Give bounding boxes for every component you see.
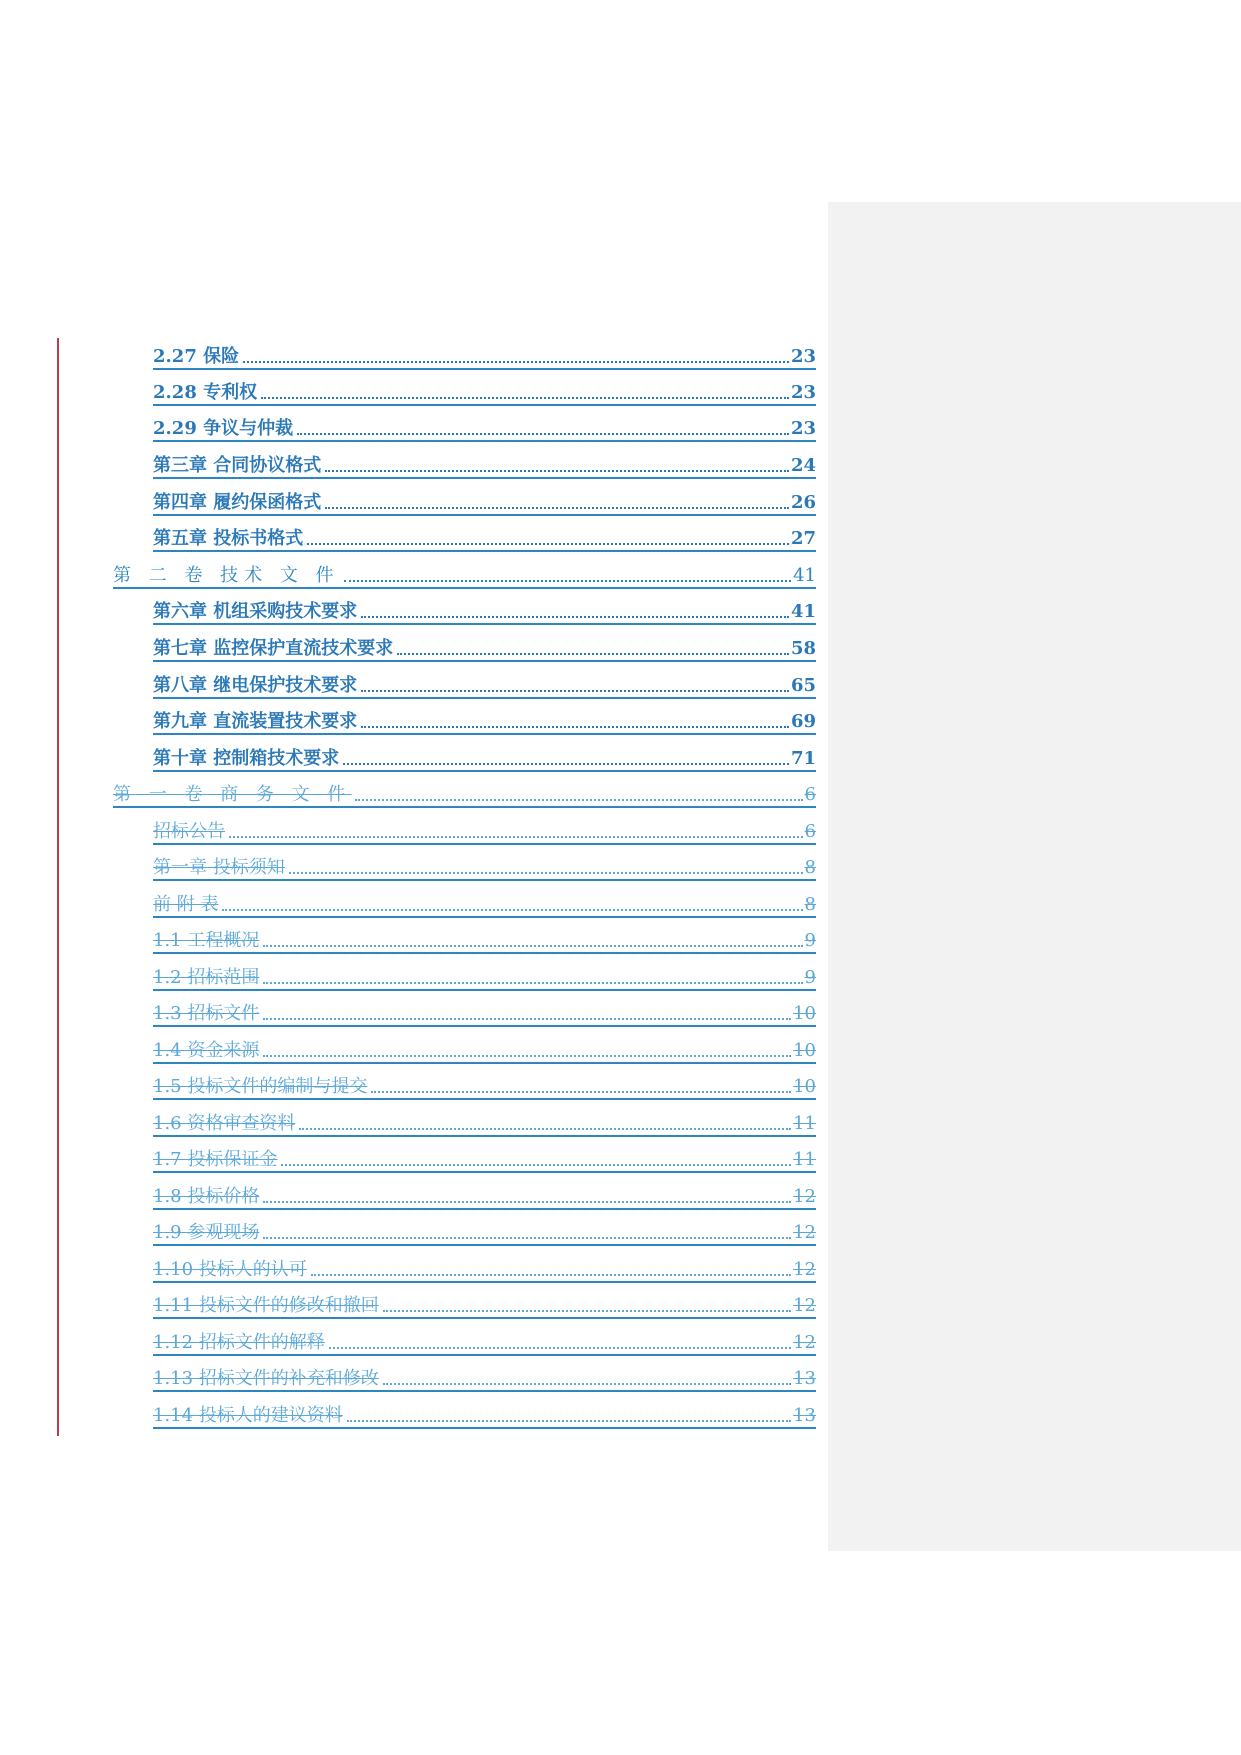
toc-entry-deleted[interactable] <box>153 1105 816 1137</box>
toc-leader-dots <box>355 784 802 806</box>
toc-leader-dots <box>261 382 789 404</box>
toc-entry-page: 27 <box>790 528 816 549</box>
toc-entry[interactable] <box>153 630 816 662</box>
toc-entry-title: 1.4 资金来源 <box>153 1040 260 1061</box>
toc-entry-title: 第九章 直流装置技术要求 <box>153 711 358 732</box>
toc-leader-dots <box>263 1003 791 1025</box>
toc-leader-dots <box>263 967 802 989</box>
toc-entry-title: 第 二 卷 技术 文 件 <box>113 565 340 586</box>
toc-leader-dots <box>325 492 789 514</box>
toc-leader-dots <box>361 601 789 623</box>
toc-entry-deleted[interactable] <box>153 1360 816 1392</box>
toc-leader-dots <box>222 894 802 916</box>
toc-entry-title: 1.11 投标文件的修改和撤回 <box>153 1295 379 1316</box>
toc-entry[interactable] <box>153 703 816 735</box>
toc-leader-dots <box>299 1113 791 1135</box>
toc-leader-dots <box>311 1259 791 1281</box>
toc-entry-deleted[interactable] <box>153 886 816 918</box>
toc-entry-title: 招标公告 <box>153 821 225 842</box>
toc-leader-dots <box>371 1076 791 1098</box>
toc-entry-title: 1.7 投标保证金 <box>153 1149 278 1170</box>
toc-entry-title: 第五章 投标书格式 <box>153 528 304 549</box>
revision-change-bar <box>57 338 59 1436</box>
toc-leader-dots <box>329 1332 791 1354</box>
toc-entry-deleted[interactable] <box>153 1287 816 1319</box>
toc-entry-page: 58 <box>790 638 816 659</box>
toc-entry-title: 第七章 监控保护直流技术要求 <box>153 638 394 659</box>
toc-entry-title: 第三章 合同协议格式 <box>153 455 322 476</box>
toc-entry-page: 41 <box>793 565 816 586</box>
toc-entry[interactable] <box>153 374 816 406</box>
toc-entry[interactable] <box>153 520 816 552</box>
toc-leader-dots <box>263 1186 791 1208</box>
toc-entry-page: 8 <box>804 894 816 915</box>
toc-leader-dots <box>297 418 789 440</box>
toc-entry-title: 第 一 卷 商 务 文 件 <box>113 784 352 805</box>
toc-entry-page: 71 <box>790 748 816 769</box>
toc-leader-dots <box>229 821 803 843</box>
toc-entry-page: 9 <box>804 967 816 988</box>
toc-entry-deleted[interactable] <box>153 1178 816 1210</box>
toc-leader-dots <box>397 638 789 660</box>
toc-entry-deleted[interactable] <box>153 813 816 845</box>
toc-entry-title: 2.28 专利权 <box>153 382 258 403</box>
toc-entry-title: 1.10 投标人的认可 <box>153 1259 307 1280</box>
toc-entry-title: 第十章 控制箱技术要求 <box>153 748 340 769</box>
toc-entry-page: 11 <box>793 1149 816 1170</box>
toc-entry-deleted[interactable] <box>153 1251 816 1283</box>
toc-entry-page: 9 <box>804 930 816 951</box>
toc-entry-page: 12 <box>793 1332 816 1353</box>
toc-entry[interactable] <box>153 593 816 625</box>
toc-leader-dots <box>347 1405 791 1427</box>
toc-entry-title: 1.14 投标人的建议资料 <box>153 1405 343 1426</box>
toc-entry-title: 1.5 投标文件的编制与提交 <box>153 1076 368 1097</box>
toc-entry-page: 8 <box>804 857 816 878</box>
toc-entry-page: 12 <box>793 1259 816 1280</box>
toc-leader-dots <box>361 711 789 733</box>
toc-leader-dots <box>263 1040 791 1062</box>
toc-leader-dots <box>344 565 791 587</box>
toc-entry[interactable] <box>153 740 816 772</box>
toc-entry-page: 10 <box>793 1076 816 1097</box>
toc-entry-title: 1.2 招标范围 <box>153 967 260 988</box>
comment-pane <box>828 202 1241 1551</box>
toc-entry-deleted[interactable] <box>153 995 816 1027</box>
toc-leader-dots <box>263 930 802 952</box>
toc-entry-page: 23 <box>790 346 816 367</box>
toc-entry-title: 1.3 招标文件 <box>153 1003 260 1024</box>
toc-entry-page: 6 <box>804 784 816 805</box>
toc-entry-page: 65 <box>790 675 816 696</box>
toc-leader-dots <box>307 528 789 550</box>
toc-volume-entry-deleted[interactable] <box>113 776 816 808</box>
toc-entry-deleted[interactable] <box>153 1397 816 1429</box>
toc-leader-dots <box>263 1222 791 1244</box>
toc-volume-entry[interactable] <box>113 557 816 589</box>
toc-entry-deleted[interactable] <box>153 1068 816 1100</box>
toc-entry-page: 13 <box>793 1405 816 1426</box>
toc-entry-title: 2.29 争议与仲裁 <box>153 418 294 439</box>
toc-entry-page: 41 <box>790 601 816 622</box>
toc-entry-page: 10 <box>793 1003 816 1024</box>
toc-entry[interactable] <box>153 667 816 699</box>
toc-entry[interactable] <box>153 447 816 479</box>
toc-entry-title: 第一章 投标须知 <box>153 857 285 878</box>
toc-entry-deleted[interactable] <box>153 959 816 991</box>
toc-leader-dots <box>243 346 789 368</box>
toc-entry-page: 24 <box>790 455 816 476</box>
toc-entry-title: 1.12 招标文件的解释 <box>153 1332 325 1353</box>
toc-entry-title: 1.6 资格审查资料 <box>153 1113 296 1134</box>
toc-leader-dots <box>325 455 789 477</box>
toc-entry-page: 69 <box>790 711 816 732</box>
toc-leader-dots <box>383 1295 791 1317</box>
toc-entry-title: 2.27 保险 <box>153 346 240 367</box>
toc-leader-dots <box>281 1149 791 1171</box>
toc-entry-page: 12 <box>793 1186 816 1207</box>
toc-entry-title: 1.9 参观现场 <box>153 1222 260 1243</box>
toc-entry[interactable] <box>153 484 816 516</box>
toc-leader-dots <box>343 748 789 770</box>
toc-entry-title: 第四章 履约保函格式 <box>153 492 322 513</box>
toc-entry-deleted[interactable] <box>153 1141 816 1173</box>
toc-entry-title: 第六章 机组采购技术要求 <box>153 601 358 622</box>
toc-entry-page: 12 <box>793 1295 816 1316</box>
toc-entry-page: 10 <box>793 1040 816 1061</box>
toc-entry-deleted[interactable] <box>153 1032 816 1064</box>
toc-entry-page: 26 <box>790 492 816 513</box>
toc-entry-page: 11 <box>793 1113 816 1134</box>
toc-entry-page: 6 <box>804 821 816 842</box>
toc-leader-dots <box>361 675 789 697</box>
toc-entry-deleted[interactable] <box>153 1324 816 1356</box>
toc-leader-dots <box>383 1368 791 1390</box>
toc-entry-page: 23 <box>790 418 816 439</box>
toc-entry-page: 12 <box>793 1222 816 1243</box>
toc-entry-title: 1.1 工程概况 <box>153 930 260 951</box>
toc-entry-title: 1.8 投标价格 <box>153 1186 260 1207</box>
toc-entry-page: 23 <box>790 382 816 403</box>
toc-leader-dots <box>289 857 803 879</box>
toc-entry-title: 1.13 招标文件的补充和修改 <box>153 1368 379 1389</box>
toc-entry[interactable] <box>153 410 816 442</box>
toc-entry-title: 前 附 表 <box>153 894 219 915</box>
toc-entry-deleted[interactable] <box>153 849 816 881</box>
toc-entry-deleted[interactable] <box>153 922 816 954</box>
toc-entry[interactable] <box>153 338 816 370</box>
toc-entry-title: 第八章 继电保护技术要求 <box>153 675 358 696</box>
toc-entry-page: 13 <box>793 1368 816 1389</box>
toc-entry-deleted[interactable] <box>153 1214 816 1246</box>
